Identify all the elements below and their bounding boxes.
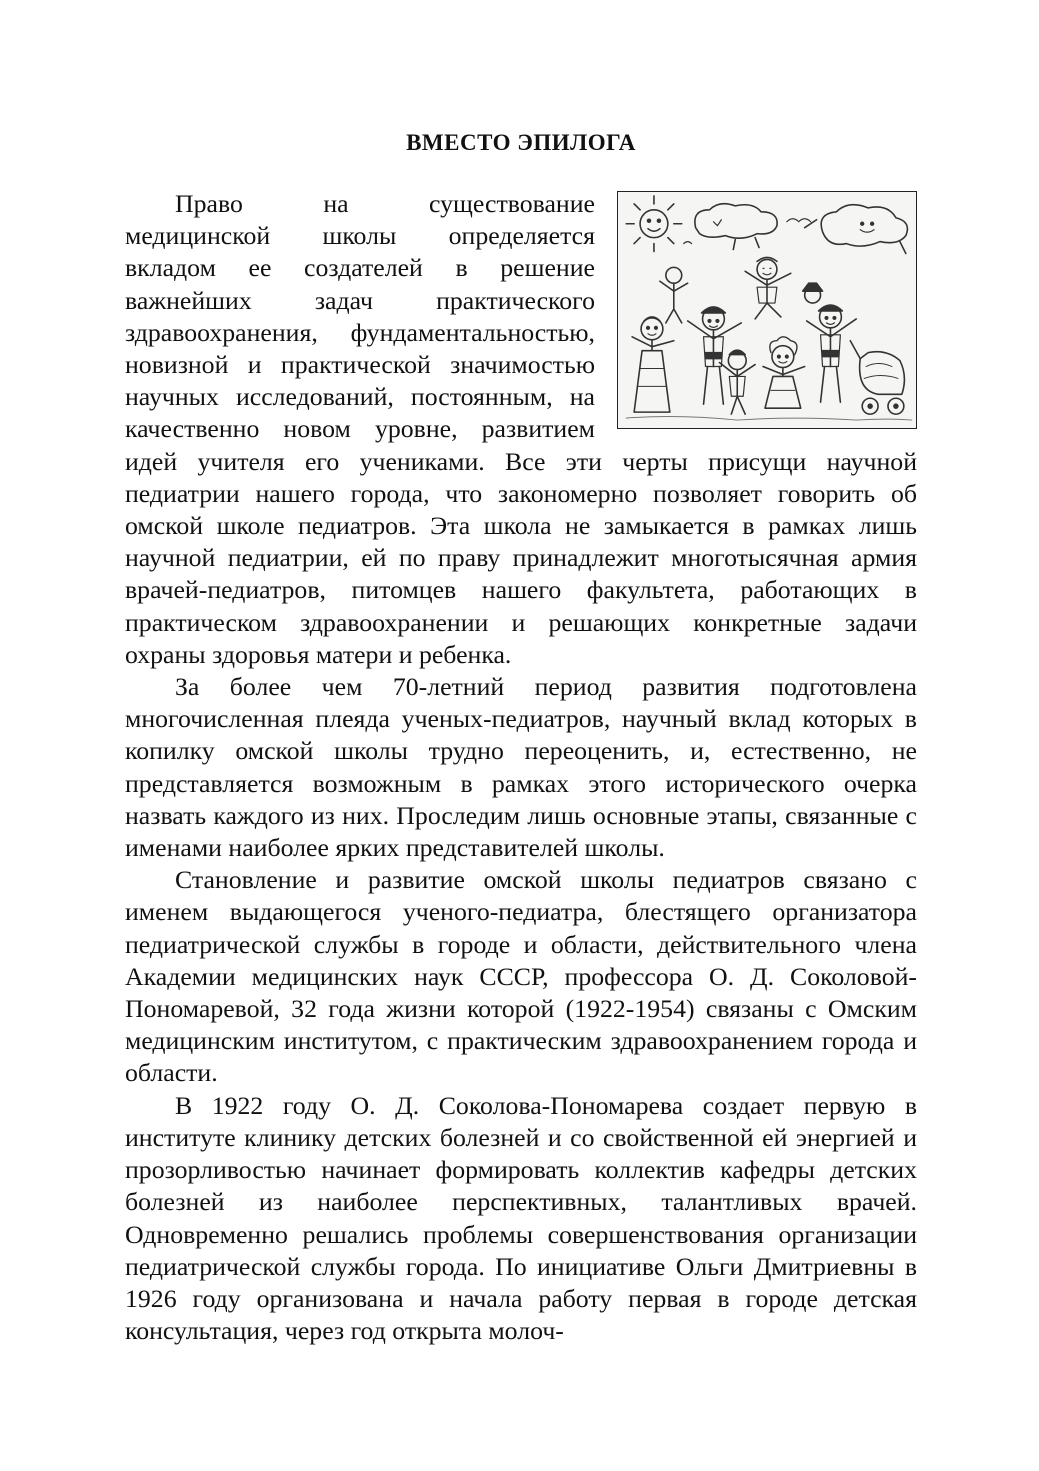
paragraph: Становление и развитие омской школы педиатров связано с именем выдающегося ученого-педиатра, блестящего организатора педиатрической службы в городе и области, действительного члена Академии медицинских наук СССР, профессора О. Д. Соколовой-Пономаревой, 32 года жизни которой (1922-1954) связаны с Омским медицинским институтом, с практическим здравоохранением города и области.	[125, 865, 917, 1088]
child-figure-icon	[688, 307, 742, 404]
child-figure-icon	[660, 267, 688, 323]
stroller-icon	[850, 341, 904, 414]
sun-icon	[626, 196, 682, 252]
child-figure-icon	[803, 283, 823, 303]
child-figure-icon	[807, 305, 857, 402]
cloud-icon	[805, 205, 908, 254]
children-drawing-illustration	[617, 191, 917, 429]
cloud-icon	[695, 204, 777, 250]
paragraph: Право на существование медицинской школы определяется вкладом ее создателей в решение важнейших задач практического здравоохранения, фундаментальностью, новизной и практической значимостью научных исследований, постоянным, на качественно новом уровне, развитием идей учителя его учениками. Все эти черты присущи научной педиатрии нашего города, что закономерно позволяет говорить об омской школе педиатров. Эта школа не замыкается в рамках лишь научной педиатрии, ей по праву принадлежит многотысячная армия врачей-педиатров, питомцев нашего факультета, работающих в практическом здравоохранении и решающих конкретные задачи охраны здоровья матери и ребенка.	[125, 189, 917, 669]
page-title: ВМЕСТО ЭПИЛОГА	[406, 130, 636, 155]
child-figure-icon	[745, 257, 791, 318]
child-figure-icon	[763, 337, 805, 408]
paragraph: За более чем 70-летний период развития подготовлена многочисленная плеяда ученых-педиатров, научный вклад которых в копилку омской школы трудно переоценить, и, естественно, не представляется возможным в рамках этого исторического очерка назвать каждого из них. Проследим лишь основные этапы, связанные с именами наиболее ярких представителей школы.	[125, 672, 917, 863]
child-figure-icon	[719, 350, 755, 414]
paragraph: В 1922 году О. Д. Соколова-Пономарева создает первую в институте клинику детских болезней и со свойственной ей энергией и прозорливостью начинает формировать коллектив кафедры детских болезней из наиболее перспективных, талантливых врачей. Одновременно решались проблемы совершенствования организации педиатрической службы города. По инициативе Ольги Дмитриевны в 1926 году организована и начала работу первая в городе детская консультация, через год открыта молоч-	[125, 1090, 917, 1346]
body-text	[125, 188, 917, 1347]
child-figure-icon	[632, 317, 674, 412]
